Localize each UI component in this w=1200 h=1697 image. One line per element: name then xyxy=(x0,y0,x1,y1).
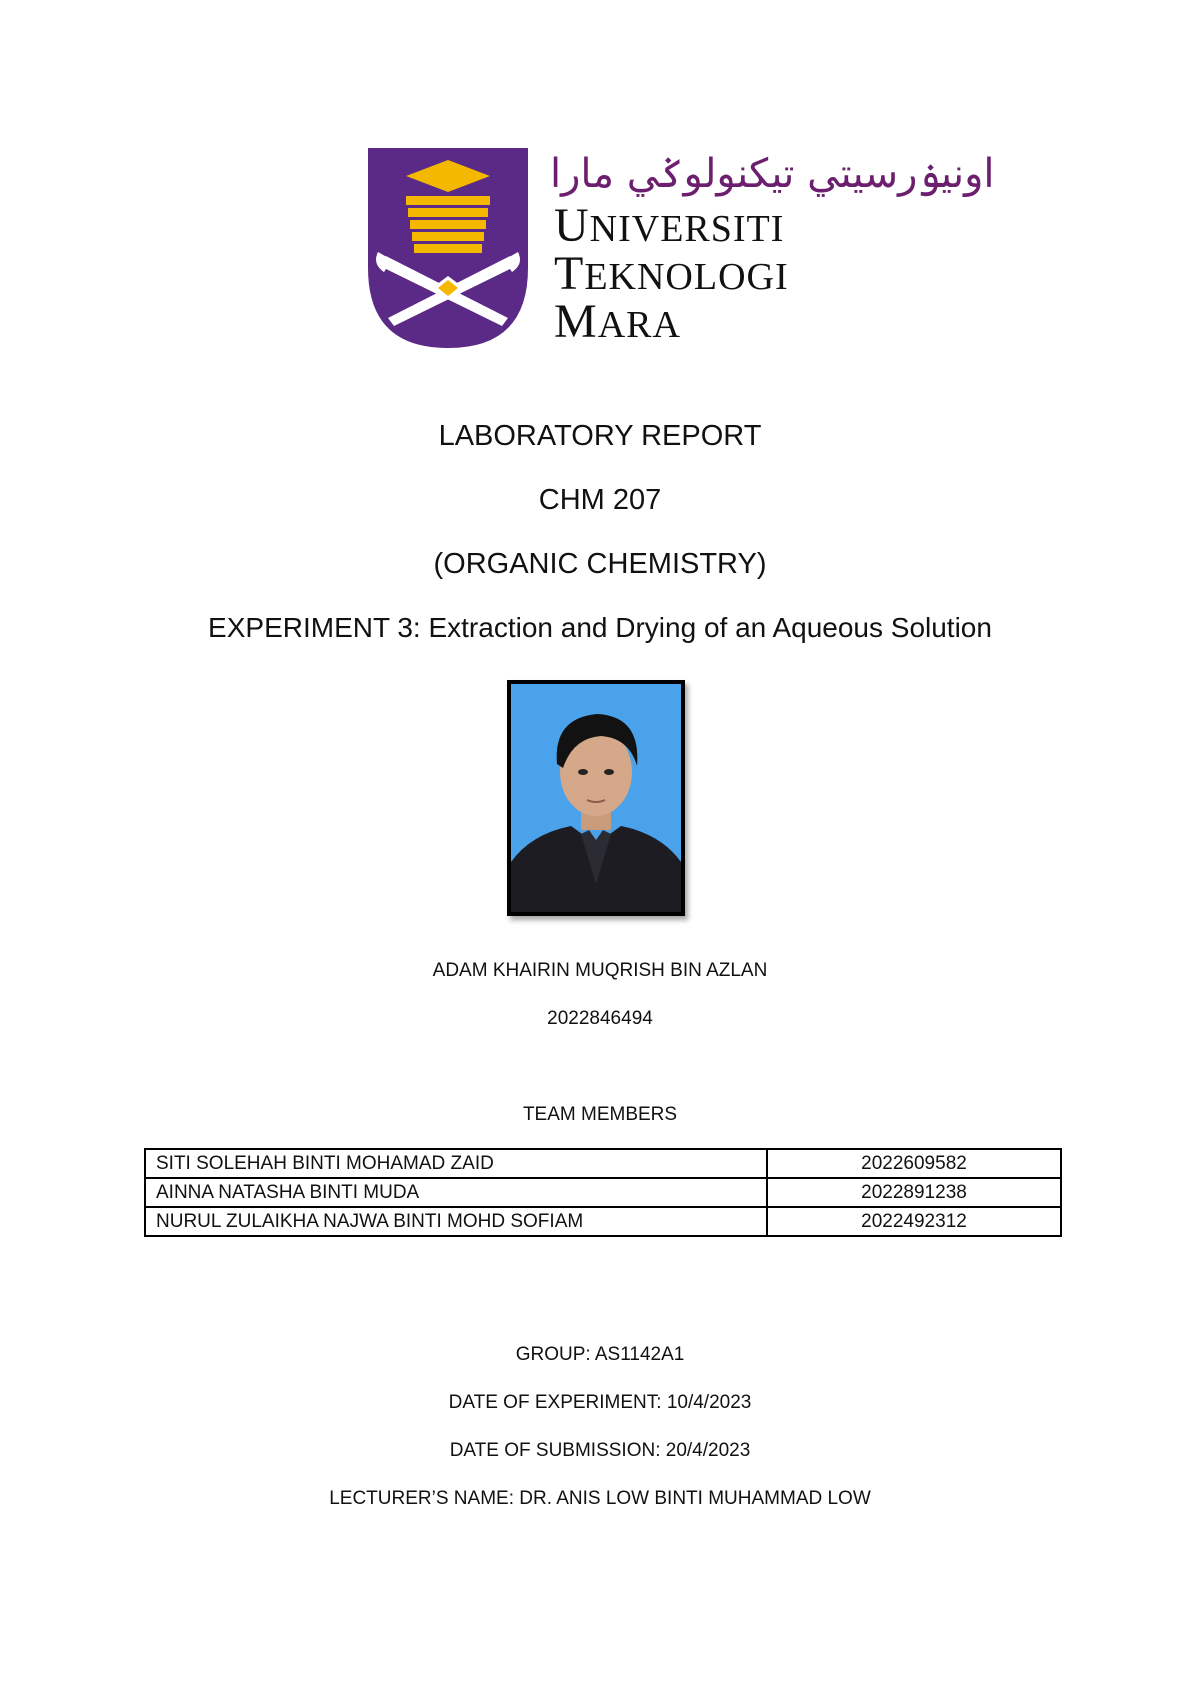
logo-line-teknologi: TEKNOLOGI xyxy=(554,247,789,300)
member-name: AINNA NATASHA BINTI MUDA xyxy=(145,1178,767,1207)
student-portrait-icon xyxy=(511,684,681,912)
logo-line-mara: MARA xyxy=(554,295,681,348)
course-name: (ORGANIC CHEMISTRY) xyxy=(433,548,767,580)
member-id: 2022492312 xyxy=(767,1207,1061,1236)
student-photo xyxy=(507,680,685,916)
date-of-experiment: DATE OF EXPERIMENT: 10/4/2023 xyxy=(448,1392,752,1413)
lecturer-name: LECTURER’S NAME: DR. ANIS LOW BINTI MUHAMMAD LOW xyxy=(329,1488,871,1509)
university-logo xyxy=(368,148,995,348)
logo-line-universiti: UNIVERSITI xyxy=(554,199,785,252)
group-info: GROUP: AS1142A1 xyxy=(515,1344,685,1365)
table-row xyxy=(145,1207,1061,1236)
experiment-title: EXPERIMENT 3: Extraction and Drying of an Aqueous Solution xyxy=(208,612,992,643)
member-id: 2022891238 xyxy=(767,1178,1061,1207)
team-members-table xyxy=(144,1148,1062,1237)
report-title: LABORATORY REPORT xyxy=(438,420,762,452)
logo-jawi-text: اونيۏرسيتي تيکنولوݢي مارا xyxy=(550,151,995,197)
course-code: CHM 207 xyxy=(538,484,662,516)
student-name: ADAM KHAIRIN MUQRISH BIN AZLAN xyxy=(432,960,768,981)
member-id: 2022609582 xyxy=(767,1149,1061,1178)
date-of-submission: DATE OF SUBMISSION: 20/4/2023 xyxy=(449,1440,751,1461)
team-members-heading: TEAM MEMBERS xyxy=(522,1104,678,1125)
member-name: SITI SOLEHAH BINTI MOHAMAD ZAID xyxy=(145,1149,767,1178)
student-id: 2022846494 xyxy=(547,1008,653,1029)
table-row xyxy=(145,1149,1061,1178)
university-crest-icon xyxy=(368,148,528,348)
member-name: NURUL ZULAIKHA NAJWA BINTI MOHD SOFIAM xyxy=(145,1207,767,1236)
table-row xyxy=(145,1178,1061,1207)
